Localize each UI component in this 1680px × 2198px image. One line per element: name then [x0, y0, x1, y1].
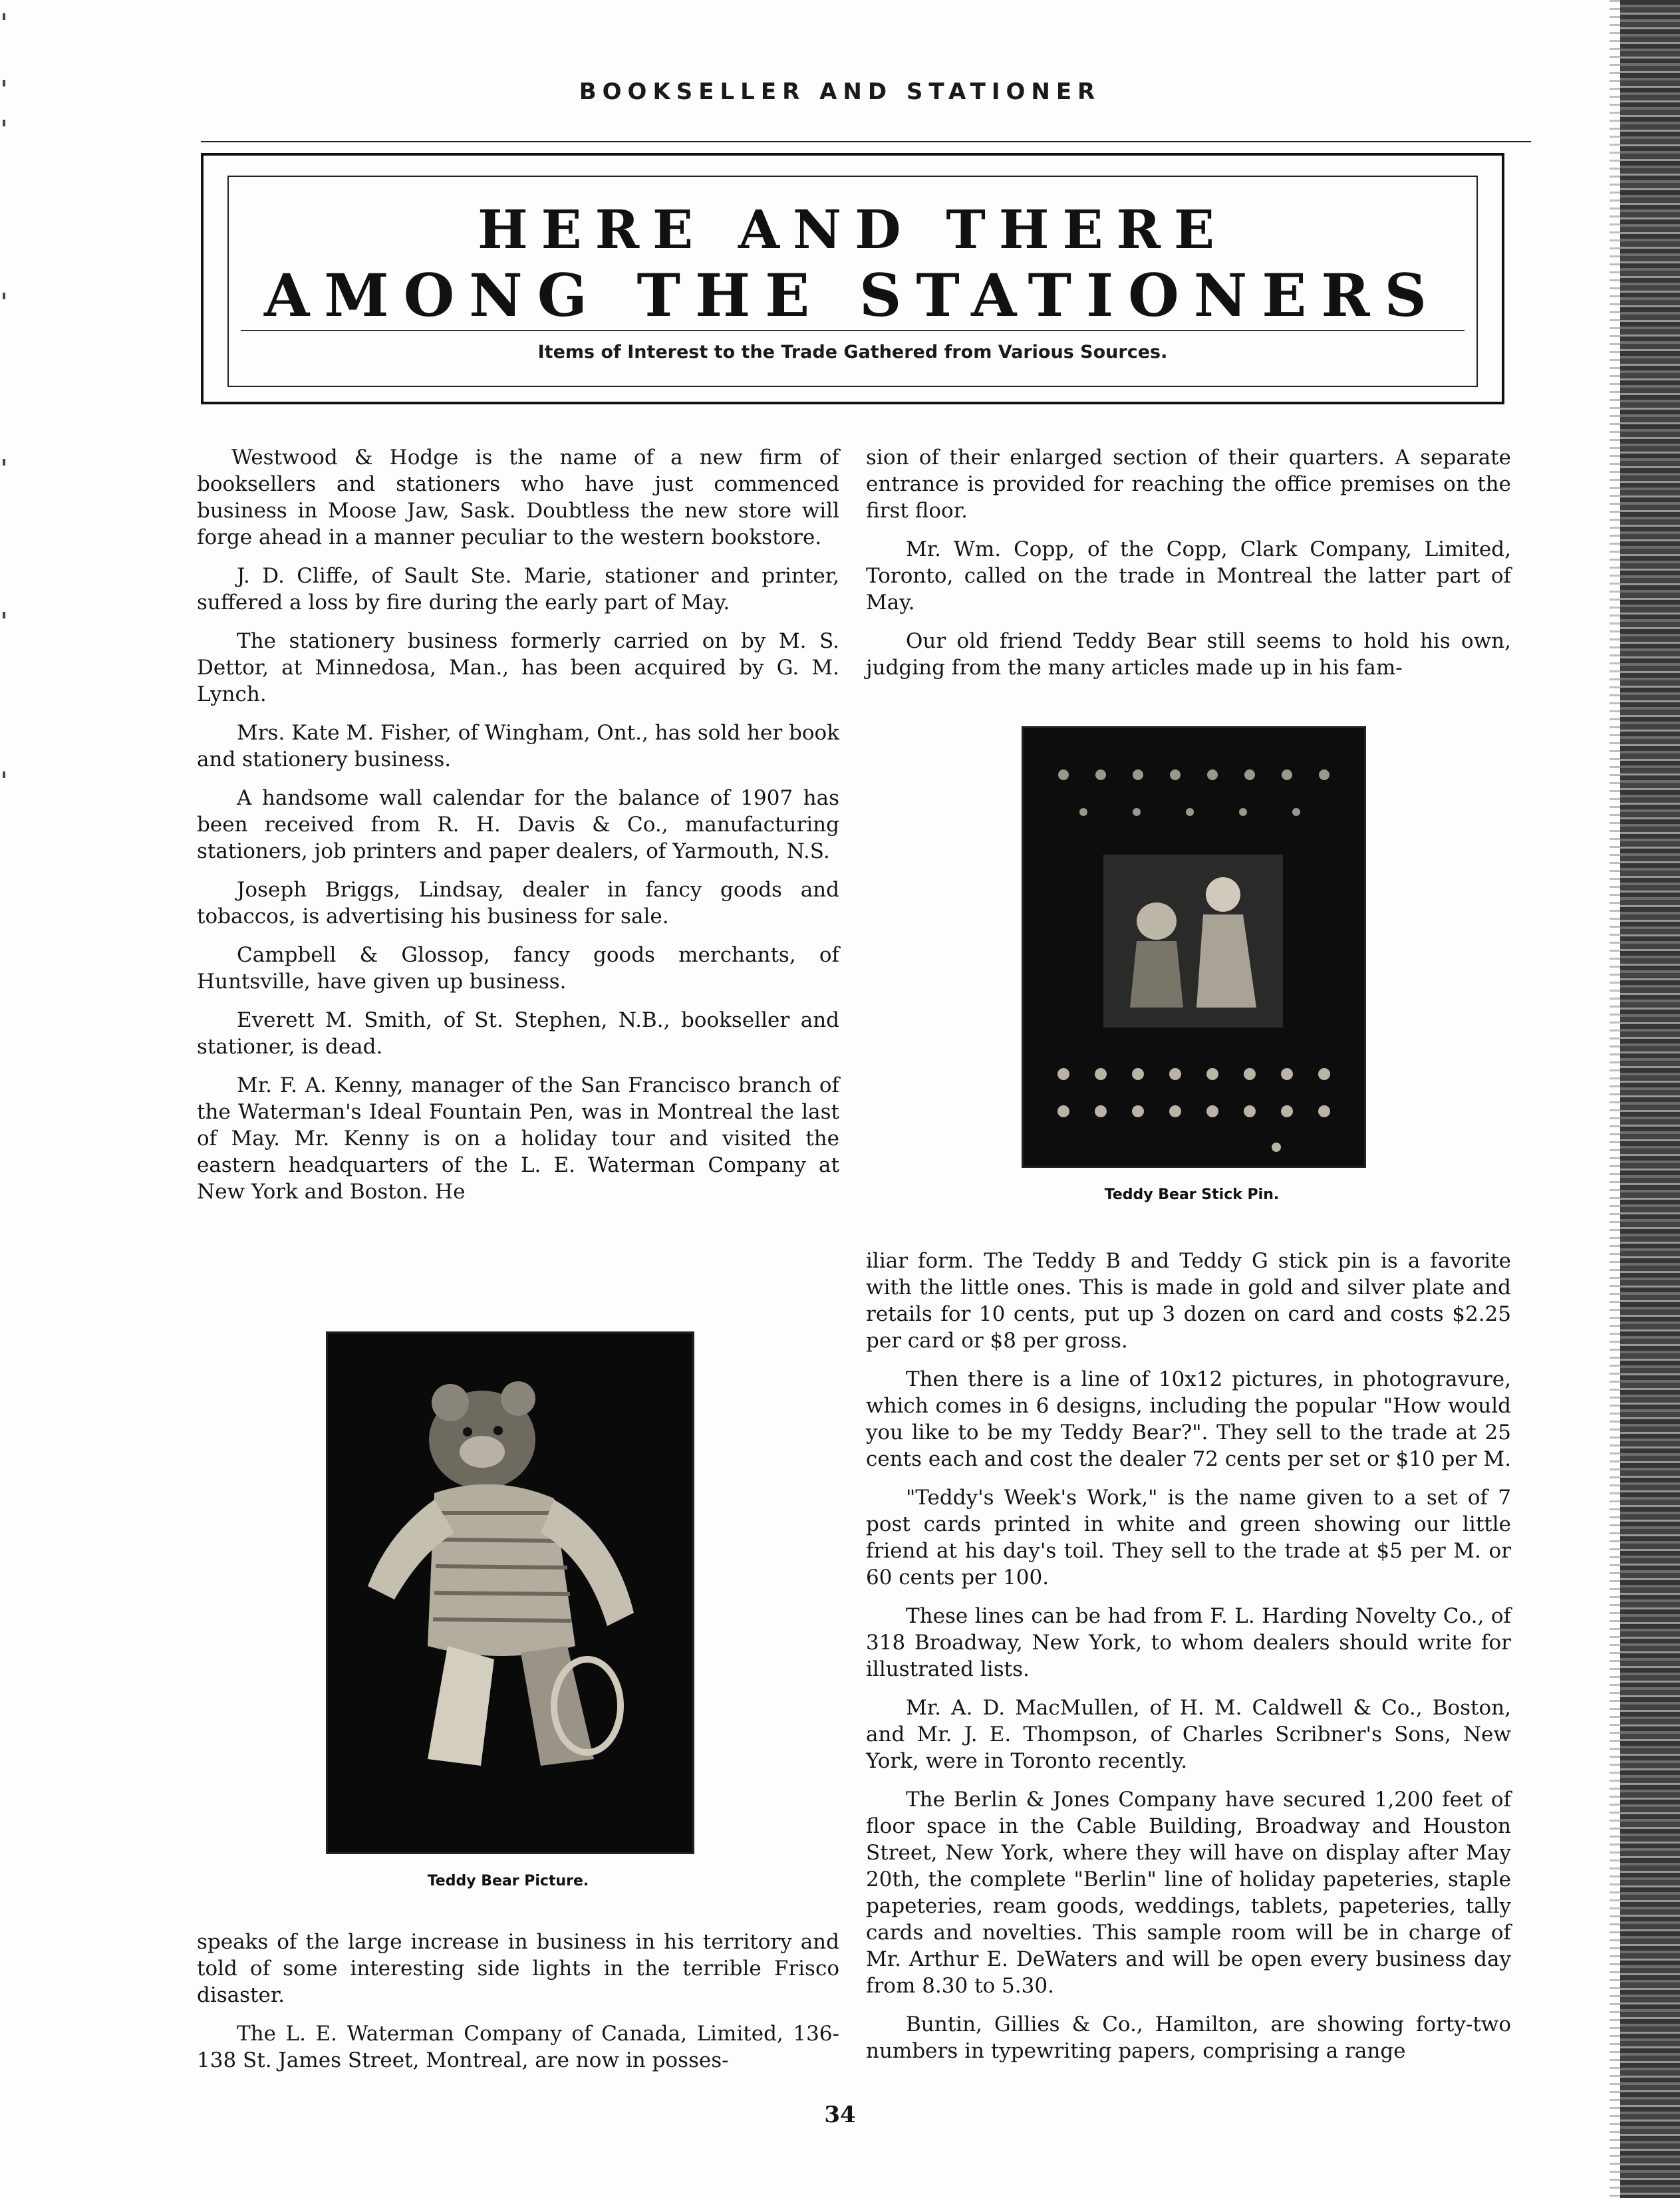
- scan-edge-marks: [0, 0, 13, 2198]
- stick-pin-card-illustration: [1024, 728, 1364, 1166]
- paragraph: Then there is a line of 10x12 pictures, in photogravure, which comes in 6 designs, including the popular "How would you like to be my Teddy Bear?". They sell to the trade at 25 cents each and cost the dealer 72 cents per set or $10 per M.: [866, 1367, 1511, 1471]
- paragraph: Mr. Wm. Copp, of the Copp, Clark Company, Limited, Toronto, called on the trade in Montreal the latter part of May.: [866, 537, 1511, 615]
- paragraph: The Berlin & Jones Company have secured 1,200 feet of floor space in the Cable Building, Broadway and Houston Street, New York, where they will have on display after May 20th, the complete "Berlin" line of holiday papeteries, staple papeteries, ream goods, weddings, tablets, papeteries, tally cards and novelties. This sample room will be in charge of Mr. Arthur E. DeWaters and will be open every business day from 8.30 to 5.30.: [866, 1788, 1511, 1998]
- page-number: 34: [824, 2102, 856, 2128]
- paragraph: Westwood & Hodge is the name of a new firm of booksellers and stationers who have just commenced business in Moose Jaw, Sask. Doubtless the new store will forge ahead in a manner peculiar to the western bookstore.: [197, 446, 839, 549]
- left-column-continued: [197, 1929, 839, 2086]
- paragraph: Campbell & Glossop, fancy goods merchants, of Huntsville, have given up business.: [197, 943, 839, 994]
- paragraph: Everett M. Smith, of St. Stephen, N.B., bookseller and stationer, is dead.: [197, 1008, 839, 1059]
- paragraph: sion of their enlarged section of their quarters. A separate entrance is provided for reaching the office premises on the first floor.: [866, 446, 1511, 523]
- paragraph: Mrs. Kate M. Fisher, of Wingham, Ont., has sold her book and stationery business.: [197, 721, 840, 771]
- left-column: [197, 444, 839, 1217]
- right-column-top: [866, 444, 1511, 693]
- paragraph: The L. E. Waterman Company of Canada, Limited, 136-138 St. James Street, Montreal, are now in posses-: [197, 2022, 839, 2072]
- teddy-bear-illustration: [328, 1333, 692, 1852]
- teddy-bear-picture-caption: Teddy Bear Picture.: [427, 1873, 589, 1889]
- paragraph: A handsome wall calendar for the balance of 1907 has been received from R. H. Davis & Co., manufacturing stationers, job printers and paper dealers, of Yarmouth, N.S.: [197, 786, 839, 863]
- paragraph: Buntin, Gillies & Co., Hamilton, are showing forty-two numbers in typewriting papers, comprising a range: [866, 2012, 1511, 2063]
- paragraph: iliar form. The Teddy B and Teddy G stick pin is a favorite with the little ones. This is made in gold and silver plate and retails for 10 cents, put up 3 dozen on card and costs $2.25 per card or $8 per gross.: [866, 1249, 1511, 1353]
- paragraph: "Teddy's Week's Work," is the name given to a set of 7 post cards printed in white and green showing our little friend at his day's toil. They sell to the trade at $5 per M. or 60 cents per 100.: [866, 1486, 1511, 1589]
- paragraph: J. D. Cliffe, of Sault Ste. Marie, stationer and printer, suffered a loss by fire during the early part of May.: [197, 564, 839, 615]
- section-title-line-1: HERE AND THERE: [478, 198, 1228, 261]
- paragraph: These lines can be had from F. L. Harding Novelty Co., of 318 Broadway, New York, to whom dealers should write for illustrated lists.: [866, 1604, 1511, 1681]
- paragraph: Mr. A. D. MacMullen, of H. M. Caldwell & Co., Boston, and Mr. J. E. Thompson, of Charles Scribner's Sons, New York, were in Toronto recently.: [866, 1696, 1511, 1773]
- paragraph: The stationery business formerly carried on by M. S. Dettor, at Minnedosa, Man., has been acquired by G. M. Lynch.: [197, 629, 839, 706]
- teddy-bear-stick-pin-caption: Teddy Bear Stick Pin.: [1104, 1186, 1280, 1203]
- paragraph: speaks of the large increase in business in his territory and told of some interesting side lights in the terrible Frisco disaster.: [197, 1930, 839, 2007]
- teddy-bear-picture-image: [326, 1331, 694, 1854]
- scan-binding-edge: [1620, 0, 1680, 2198]
- paragraph: Mr. F. A. Kenny, manager of the San Francisco branch of the Waterman's Ideal Fountain Pen, was in Montreal the last of May. Mr. Kenny is on a holiday tour and visited the eastern headquarters of the L. E. Waterman Company at New York and Boston. He: [197, 1073, 839, 1204]
- section-subtitle: Items of Interest to the Trade Gathered from Various Sources.: [537, 342, 1168, 362]
- right-column-bottom: [866, 1248, 1511, 2076]
- paragraph: Joseph Briggs, Lindsay, dealer in fancy goods and tobaccos, is advertising his business for sale.: [197, 878, 839, 928]
- running-head: BOOKSELLER AND STATIONER: [579, 78, 1101, 105]
- teddy-bear-stick-pin-image: [1022, 726, 1366, 1168]
- head-rule: [201, 141, 1531, 142]
- section-header-box: [201, 153, 1504, 404]
- paragraph: Our old friend Teddy Bear still seems to hold his own, judging from the many articles made up in his fam-: [866, 629, 1511, 680]
- section-title-line-2: AMONG THE STATIONERS: [263, 261, 1442, 330]
- header-divider: [241, 330, 1465, 331]
